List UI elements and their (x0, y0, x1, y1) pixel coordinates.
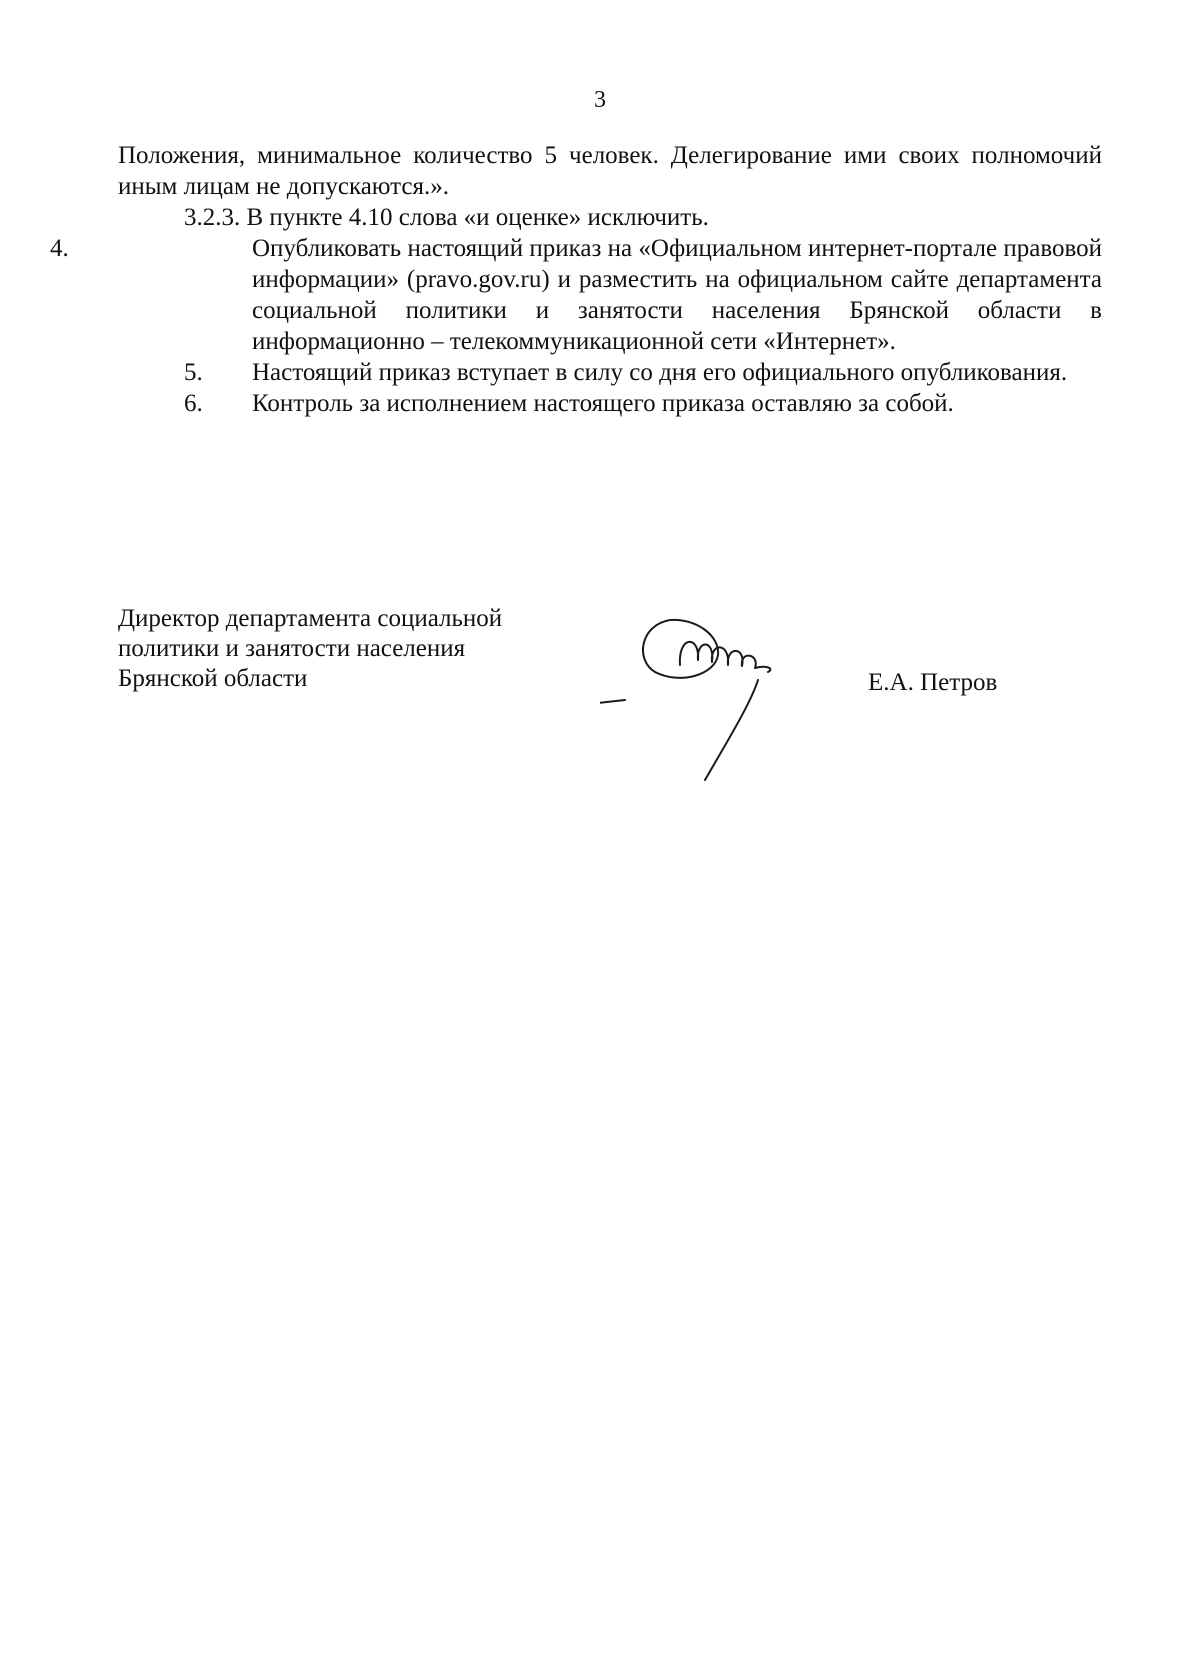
item-6 (118, 388, 1102, 419)
item-6-text: Контроль за исполнением настоящего приказа оставляю за собой. (252, 390, 954, 417)
handwritten-signature (600, 610, 840, 810)
signer-name: Е.А. Петров (868, 669, 998, 696)
signatory-title-line: политики и занятости населения (118, 635, 466, 662)
item-4 (50, 233, 1102, 357)
item-5 (118, 357, 1102, 388)
signature-coils (680, 642, 770, 672)
item-5-text: Настоящий приказ вступает в силу со дня его официального опубликования. (252, 359, 1068, 386)
signatory-title (118, 604, 578, 694)
signature-dash (600, 700, 625, 705)
signature-loop (643, 620, 718, 678)
signatory-title-line: Директор департамента социальной (118, 605, 503, 632)
page-number: 3 (594, 87, 606, 113)
item-4-text: Опубликовать настоящий приказ на «Официальном интернет-портале правовой информации» (pravo.gov.ru) и разместить на официальном сайте департамента социальной политики и занятости населения Брянской области в информационно – телекоммуникационной сети «Интернет». (252, 235, 1102, 355)
item-6-number: 6. (184, 390, 203, 417)
document-body (50, 140, 1102, 419)
paragraph-3-2-3: 3.2.3. В пункте 4.10 слова «и оценке» исключить. (184, 204, 709, 231)
signature-stroke (705, 680, 758, 780)
paragraph-continuation: Положения, минимальное количество 5 человек. Делегирование ими своих полномочий иным лицам не допускаются.». (118, 142, 1102, 200)
item-4-number: 4. (50, 235, 69, 262)
signatory-title-line: Брянской области (118, 665, 308, 692)
item-5-number: 5. (184, 359, 203, 386)
